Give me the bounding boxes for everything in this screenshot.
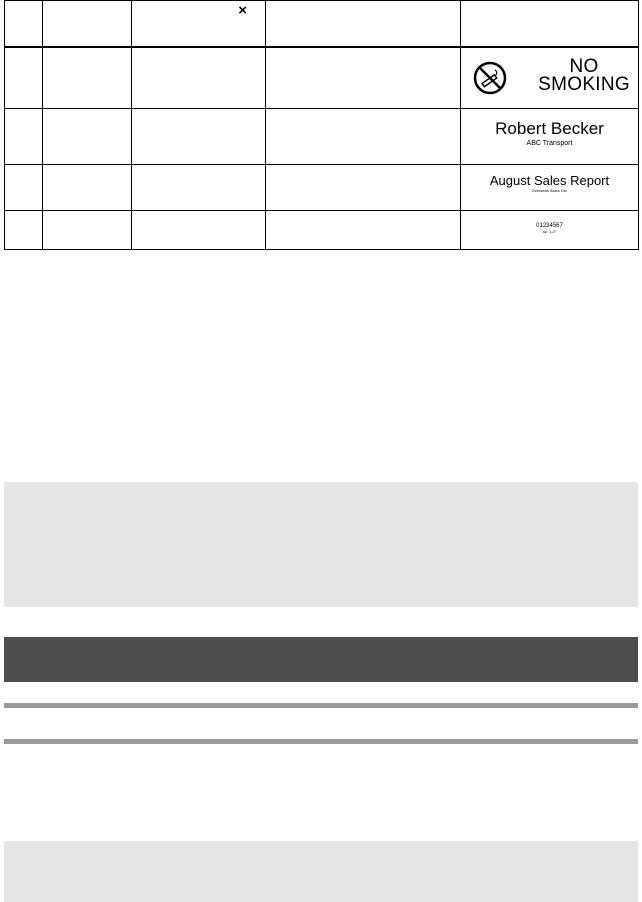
header-cell-5: [461, 1, 639, 48]
no-smoking-sample: [461, 48, 638, 108]
note-box: [4, 482, 638, 607]
header-cell-2: [43, 1, 132, 48]
sample-cell: [461, 211, 639, 250]
report-label-sample: [461, 165, 638, 210]
section-rule-bottom: [4, 739, 638, 744]
sample-code-sub: sz: 1.2": [542, 229, 557, 234]
sample-cell: [461, 47, 639, 109]
sample-name: Robert Becker: [495, 119, 604, 138]
header-cell-3: [132, 1, 266, 48]
table-row: [5, 47, 639, 109]
times-symbol: ×: [238, 2, 247, 19]
name-label-sample: [461, 109, 638, 164]
table-header-row: [5, 1, 639, 48]
sample-report-title: August Sales Report: [489, 173, 610, 188]
header-cell-4: [266, 1, 461, 48]
sample-division: Overseas Sales Div.: [531, 188, 568, 193]
header-cell-1: [5, 1, 43, 48]
code-label-sample: [461, 211, 638, 249]
table-row: [5, 165, 639, 211]
sample-cell: [461, 109, 639, 165]
sample-cell: [461, 165, 639, 211]
sample-code: 01234567: [536, 223, 563, 229]
section-heading-bar: [4, 637, 638, 682]
sample-company: ABC Transport: [526, 140, 573, 147]
smoking-text: SMOKING: [538, 74, 630, 95]
label-samples-table: [4, 0, 639, 250]
note-box-bottom: [4, 841, 638, 902]
section-rule-top: [4, 703, 638, 708]
table-row: [5, 109, 639, 165]
table-row: [5, 211, 639, 250]
no-text: NO: [569, 56, 599, 77]
no-smoking-icon: [473, 61, 507, 95]
